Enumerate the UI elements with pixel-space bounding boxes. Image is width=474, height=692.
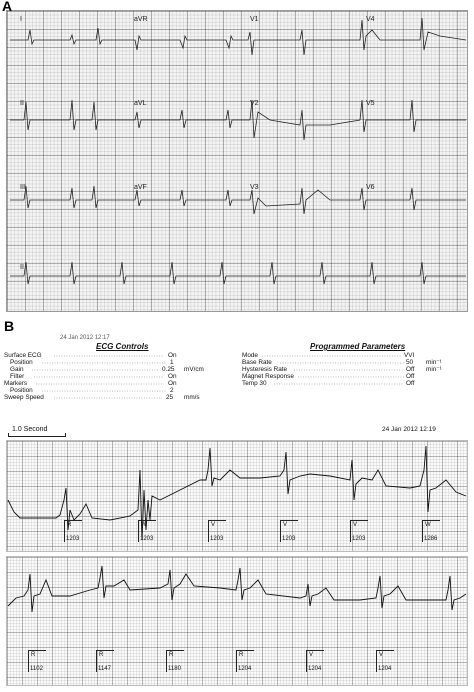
- param-name: Markers: [4, 380, 28, 387]
- marker-channel: R: [67, 522, 72, 528]
- lead-label: I: [20, 16, 22, 23]
- param-name: Surface ECG: [4, 352, 42, 359]
- ecg-control-value: 2: [170, 387, 174, 394]
- marker-interval: 1204: [378, 666, 392, 672]
- programmed-parameters-title: Programmed Parameters: [310, 342, 406, 351]
- param-row: Mode: [242, 352, 258, 359]
- ecg-control-value: On: [168, 352, 177, 359]
- marker-interval: 1203: [352, 536, 366, 542]
- ecg-control-value: On: [168, 380, 177, 387]
- param-name: Gain: [10, 366, 24, 373]
- param-row: Hysteresis Rate: [242, 366, 288, 373]
- lead-label: III: [20, 184, 26, 191]
- marker-channel: R: [239, 652, 244, 658]
- lead-label: aVR: [134, 16, 148, 23]
- marker-channel: W: [425, 522, 431, 528]
- param-name: Filter: [10, 373, 25, 380]
- marker-channel: V: [211, 522, 216, 528]
- lead-label: aVF: [134, 184, 147, 191]
- param-value: 50: [406, 359, 414, 366]
- marker-channel: R: [31, 652, 36, 658]
- marker-interval: 1203: [66, 536, 80, 542]
- param-value: Off: [406, 373, 415, 380]
- ecg-control-unit: mm/s: [184, 394, 200, 401]
- marker-interval: 1203: [210, 536, 224, 542]
- param-name: Position: [10, 387, 33, 394]
- marker-interval: 1203: [140, 536, 154, 542]
- panel-a-label: A: [2, 0, 13, 14]
- marker-interval: 1204: [308, 666, 322, 672]
- ecg-control-value: On: [168, 373, 177, 380]
- param-value: Off: [406, 380, 415, 387]
- lead-label: V4: [366, 16, 375, 23]
- lead-label: aVL: [134, 100, 147, 107]
- marker-channel: V: [309, 652, 314, 658]
- marker-channel: R: [169, 652, 174, 658]
- marker-interval: 1102: [30, 666, 43, 672]
- panel-b-label: B: [4, 318, 15, 334]
- param-unit: min⁻¹: [426, 359, 442, 366]
- lead-label: V5: [366, 100, 375, 107]
- lead-label: V6: [366, 184, 375, 191]
- marker-interval: 1203: [282, 536, 296, 542]
- marker-interval: 1204: [238, 666, 252, 672]
- param-name: Sweep Speed: [4, 394, 44, 401]
- ecg-controls-title: ECG Controls: [96, 342, 149, 351]
- param-unit: min⁻¹: [426, 366, 442, 373]
- ecg-control-value: 25: [166, 394, 174, 401]
- param-row: Temp 30: [242, 380, 267, 387]
- param-name: Position: [10, 359, 33, 366]
- param-row: Base Rate: [242, 359, 272, 366]
- marker-channel: W: [141, 522, 147, 528]
- lead-label: V2: [250, 100, 259, 107]
- marker-channel: V: [379, 652, 384, 658]
- marker-interval: 1286: [424, 536, 438, 542]
- marker-interval: 1180: [168, 666, 181, 672]
- param-value: Off: [406, 366, 415, 373]
- ecg-control-value: 1: [170, 359, 174, 366]
- ecg-control-value: 0.25: [162, 366, 175, 373]
- marker-channel: V: [353, 522, 358, 528]
- lead-label: II: [20, 100, 24, 107]
- lead-label: II: [20, 264, 24, 271]
- param-row: Magnet Response: [242, 373, 294, 380]
- marker-channel: R: [99, 652, 104, 658]
- lead-label: V1: [250, 16, 259, 23]
- timestamp-strip: 24 Jan 2012 12:19: [382, 426, 436, 433]
- lead-label: V3: [250, 184, 259, 191]
- timestamp-top: 24 Jan 2012 12:17: [60, 335, 110, 341]
- ecg-control-unit: mV/cm: [184, 366, 204, 373]
- marker-channel: V: [283, 522, 288, 528]
- scale-bar-label: 1.0 Second: [12, 426, 48, 433]
- marker-interval: 1147: [98, 666, 111, 672]
- param-value: VVI: [404, 352, 415, 359]
